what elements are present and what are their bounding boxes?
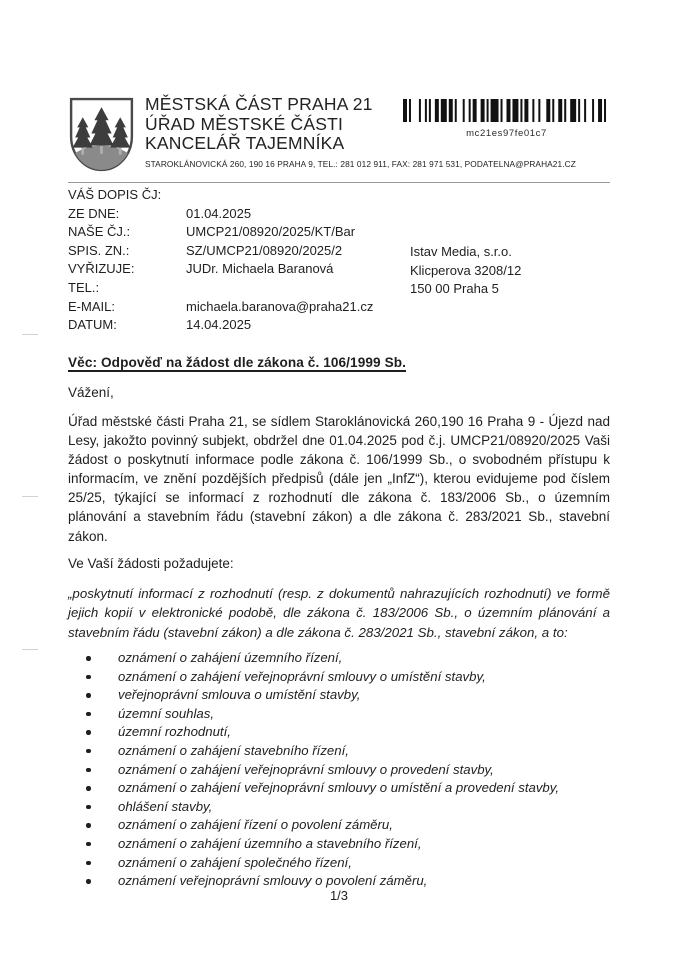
fold-mark	[22, 334, 38, 335]
page-number: 1/3	[329, 888, 349, 903]
list-item: oznámení o zahájení společného řízení,	[68, 854, 610, 873]
list-item: oznámení o zahájení veřejnoprávní smlouvy o provedení stavby,	[68, 761, 610, 780]
list-item: územní souhlas,	[68, 705, 610, 724]
org-name-line1: MĚSTSKÁ ČÁST PRAHA 21	[145, 94, 373, 114]
meta-label: DATUM:	[68, 317, 117, 333]
meta-label: TEL.:	[68, 279, 100, 295]
meta-label: SPIS. ZN.:	[68, 242, 130, 258]
list-item: oznámení o zahájení řízení o povolení záměru,	[68, 816, 610, 835]
requested-documents-list	[68, 649, 610, 891]
org-name-line2: ÚŘAD MĚSTSKÉ ČÁSTI	[145, 113, 344, 134]
meta-row	[68, 299, 610, 318]
coat-of-arms-logo	[68, 96, 135, 174]
meta-rows	[68, 187, 610, 336]
letterhead	[68, 95, 610, 175]
meta-row	[68, 243, 610, 262]
recipient-address	[410, 243, 521, 299]
header-separator-line	[68, 182, 610, 183]
fold-mark	[22, 496, 38, 497]
meta-value: 14.04.2025	[186, 317, 252, 333]
meta-label: NAŠE ČJ.:	[68, 224, 131, 240]
barcode	[403, 99, 610, 139]
recipient-line: Klicperova 3208/12	[410, 262, 522, 278]
meta-label: E-MAIL:	[68, 298, 115, 314]
list-item: oznámení o zahájení veřejnoprávní smlouvy o umístění stavby,	[68, 668, 610, 687]
list-item: oznámení o zahájení stavebního řízení,	[68, 742, 610, 761]
quoted-request-paragraph: „poskytnutí informací z rozhodnutí (resp. z dokumentů nahrazujících rozhodnutí) ve formě jejich kopií v elektronické podobě, dle zákona č. 183/2006 Sb., o územním plánování a stavebním řádu (stavební zákon) a dle zákona č. 283/2021 Sb., stavební zákon, a to:	[68, 586, 610, 640]
meta-label: VYŘIZUJE:	[68, 261, 135, 277]
list-item: územní rozhodnutí,	[68, 723, 610, 742]
list-item: oznámení o zahájení územního řízení,	[68, 649, 610, 668]
subject-line: Věc: Odpověď na žádost dle zákona č. 106/1999 Sb.	[68, 355, 407, 370]
meta-value: michaela.baranova@praha21.cz	[186, 298, 374, 314]
barcode-label: mc21es97fe01c7	[466, 128, 547, 139]
list-item: oznámení o zahájení územního a stavebního řízení,	[68, 835, 610, 854]
meta-label: VÁŠ DOPIS ČJ:	[68, 187, 162, 202]
salutation: Vážení,	[68, 385, 114, 400]
request-intro: Ve Vaší žádosti požadujete:	[68, 556, 234, 571]
recipient-line: 150 00 Praha 5	[410, 281, 499, 297]
reference-block	[68, 187, 610, 336]
meta-row	[68, 224, 610, 243]
meta-row	[68, 280, 610, 299]
meta-row	[68, 187, 610, 206]
meta-value: 01.04.2025	[186, 205, 252, 221]
recipient-line: Istav Media, s.r.o.	[410, 244, 512, 259]
org-name-line3: KANCELÁŘ TAJEMNÍKA	[145, 133, 345, 153]
list-item: ohlášení stavby,	[68, 798, 610, 817]
list-item: oznámení o zahájení veřejnoprávní smlouvy o umístění a provedení stavby,	[68, 779, 610, 798]
intro-paragraph: Úřad městské části Praha 21, se sídlem Staroklánovická 260,190 16 Praha 9 - Újezd nad Lesy, jakožto povinný subjekt, obdržel dne 01.04.2025 pod č.j. UMCP21/08920/2025 Vaši žádost o poskytnutí informace podle zákona č. 106/1999 Sb., o svobodném přístupu k informacím, ve znění pozdějších předpisů (dále jen „InfZ“), kterou evidujeme pod číslem 25/25, týkající se informací z rozhodnutí dle zákona č. 183/2006 Sb., o územním plánování a stavebním řádu (stavební zákon) a dle zákona č. 283/2021 Sb., stavební zákon.	[68, 414, 610, 544]
fold-mark	[22, 649, 38, 650]
meta-row	[68, 261, 610, 280]
meta-label: ZE DNE:	[68, 205, 120, 221]
meta-value: SZ/UMCP21/08920/2025/2	[186, 242, 343, 258]
barcode-bars	[403, 99, 610, 122]
meta-value: UMCP21/08920/2025/KT/Bar	[186, 224, 356, 240]
meta-row	[68, 206, 610, 225]
list-item: oznámení veřejnoprávní smlouvy o povolení záměru,	[68, 872, 610, 891]
list-item: veřejnoprávní smlouva o umístění stavby,	[68, 686, 610, 705]
meta-value: JUDr. Michaela Baranová	[186, 261, 334, 277]
org-contact-line: STAROKLÁNOVICKÁ 260, 190 16 PRAHA 9, TEL.: 281 012 911, FAX: 281 971 531, PODATELNA@PRAHA21.CZ	[145, 158, 576, 169]
meta-row	[68, 317, 610, 336]
